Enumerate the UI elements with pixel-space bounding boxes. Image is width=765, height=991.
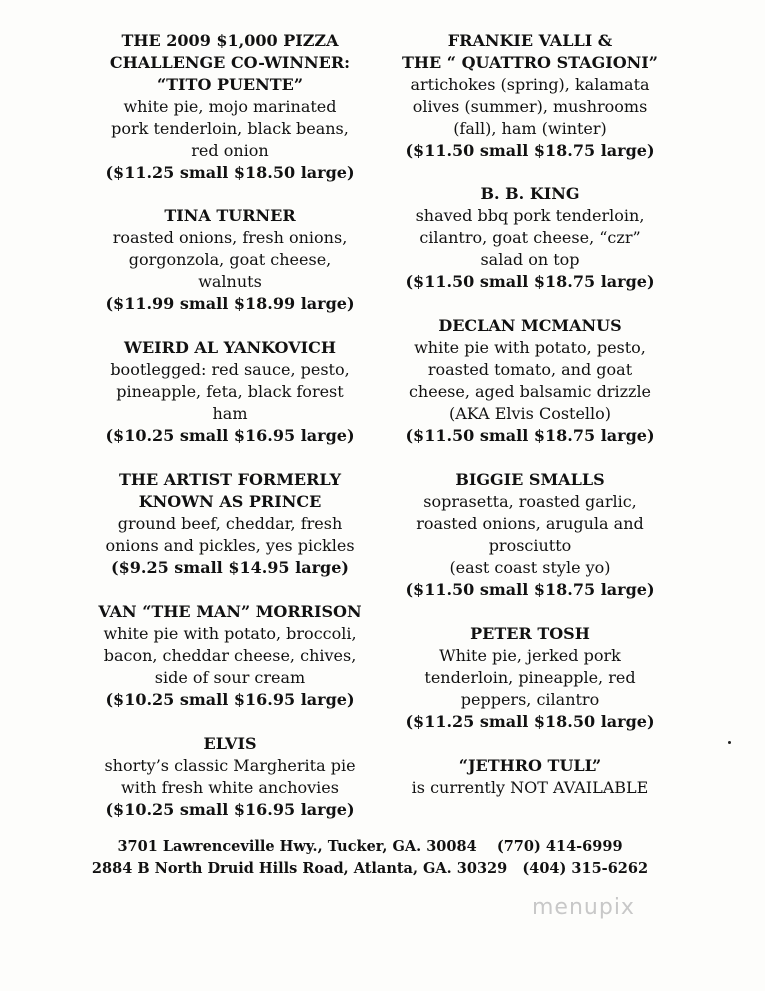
item-description: soprasetta, roasted garlic, [423,492,637,511]
item-description: roasted tomato, and goat [427,360,633,379]
item-name: DECLAN MCMANUS [438,316,622,335]
address-tucker: 3701 Lawrenceville Hwy., Tucker, GA. 30084 (770) 414-6999 [117,838,623,855]
item-name: VAN “THE MAN” MORRISON [98,602,362,621]
menupix-watermark: menupix [532,895,635,920]
menu-item [70,733,390,821]
item-description: shorty’s classic Margherita pie [104,756,356,775]
footer-addresses [60,836,680,880]
item-price: ($10.25 small $16.95 large) [105,426,355,445]
menu-item [70,30,390,184]
item-description: (fall), ham (winter) [453,119,607,138]
item-price: ($11.25 small $18.50 large) [405,712,655,731]
menu-item [70,601,390,711]
item-description: gorgonzola, goat cheese, [128,250,332,269]
item-name: KNOWN AS PRINCE [138,492,322,511]
item-price: ($10.25 small $16.95 large) [105,690,355,709]
item-name: “JETHRO TULL” [458,756,602,775]
menu-item [370,755,690,799]
item-description: walnuts [198,272,262,291]
menu-item [70,469,390,579]
item-name: FRANKIE VALLI & [447,31,613,50]
item-price: ($11.25 small $18.50 large) [105,163,355,182]
item-price: ($11.50 small $18.75 large) [405,272,655,291]
item-price: ($11.99 small $18.99 large) [105,294,355,313]
item-price: ($11.50 small $18.75 large) [405,580,655,599]
address-atlanta: 2884 B North Druid Hills Road, Atlanta, GA. 30329 (404) 315-6262 [91,860,649,877]
menu-item [370,315,690,447]
item-description: bootlegged: red sauce, pesto, [110,360,350,379]
menu-item [70,205,390,315]
item-description: salad on top [480,250,580,269]
item-price: ($11.50 small $18.75 large) [405,141,655,160]
item-description: (AKA Elvis Costello) [448,404,612,423]
item-description: onions and pickles, yes pickles [105,536,355,555]
item-description: pineapple, feta, black forest [116,382,344,401]
item-name: THE 2009 $1,000 PIZZA [121,31,339,50]
item-description: pork tenderloin, black beans, [111,119,349,138]
menu-item [70,337,390,447]
item-description: white pie with potato, pesto, [414,338,646,357]
item-description: (east coast style yo) [449,558,611,577]
item-description: peppers, cilantro [460,690,600,709]
item-description: red onion [191,141,269,160]
item-description: ham [212,404,248,423]
item-price: ($10.25 small $16.95 large) [105,800,355,819]
item-description: olives (summer), mushrooms [412,97,648,116]
item-description: roasted onions, fresh onions, [112,228,348,247]
item-name: WEIRD AL YANKOVICH [124,338,336,357]
item-name: THE “ QUATTRO STAGIONI” [402,53,658,72]
item-description: shaved bbq pork tenderloin, [415,206,645,225]
item-description: white pie with potato, broccoli, [103,624,357,643]
item-description: artichokes (spring), kalamata [410,75,650,94]
item-name: THE ARTIST FORMERLY [118,470,342,489]
item-description: prosciutto [488,536,572,555]
item-description: with fresh white anchovies [121,778,339,797]
item-description: side of sour cream [154,668,306,687]
menu-item [370,30,690,162]
item-description: White pie, jerked pork [439,646,621,665]
menu-item [370,623,690,733]
item-description: tenderloin, pineapple, red [424,668,636,687]
menu-item [370,469,690,601]
item-price: ($9.25 small $14.95 large) [111,558,349,577]
menu-item [370,183,690,293]
item-name: TINA TURNER [164,206,296,225]
item-price: ($11.50 small $18.75 large) [405,426,655,445]
item-description: cilantro, goat cheese, “czr” [419,228,641,247]
item-name: BIGGIE SMALLS [455,470,605,489]
item-description: bacon, cheddar cheese, chives, [103,646,357,665]
item-name: PETER TOSH [470,624,590,643]
item-name: CHALLENGE CO-WINNER: [109,53,351,72]
item-description: roasted onions, arugula and [416,514,644,533]
item-name: B. B. KING [480,184,580,203]
item-description: ground beef, cheddar, fresh [117,514,343,533]
item-name: ELVIS [203,734,257,753]
scan-speck [728,741,731,744]
item-name: “TITO PUENTE” [156,75,304,94]
item-description: cheese, aged balsamic drizzle [408,382,652,401]
item-description: white pie, mojo marinated [123,97,337,116]
item-description: is currently NOT AVAILABLE [411,778,649,797]
